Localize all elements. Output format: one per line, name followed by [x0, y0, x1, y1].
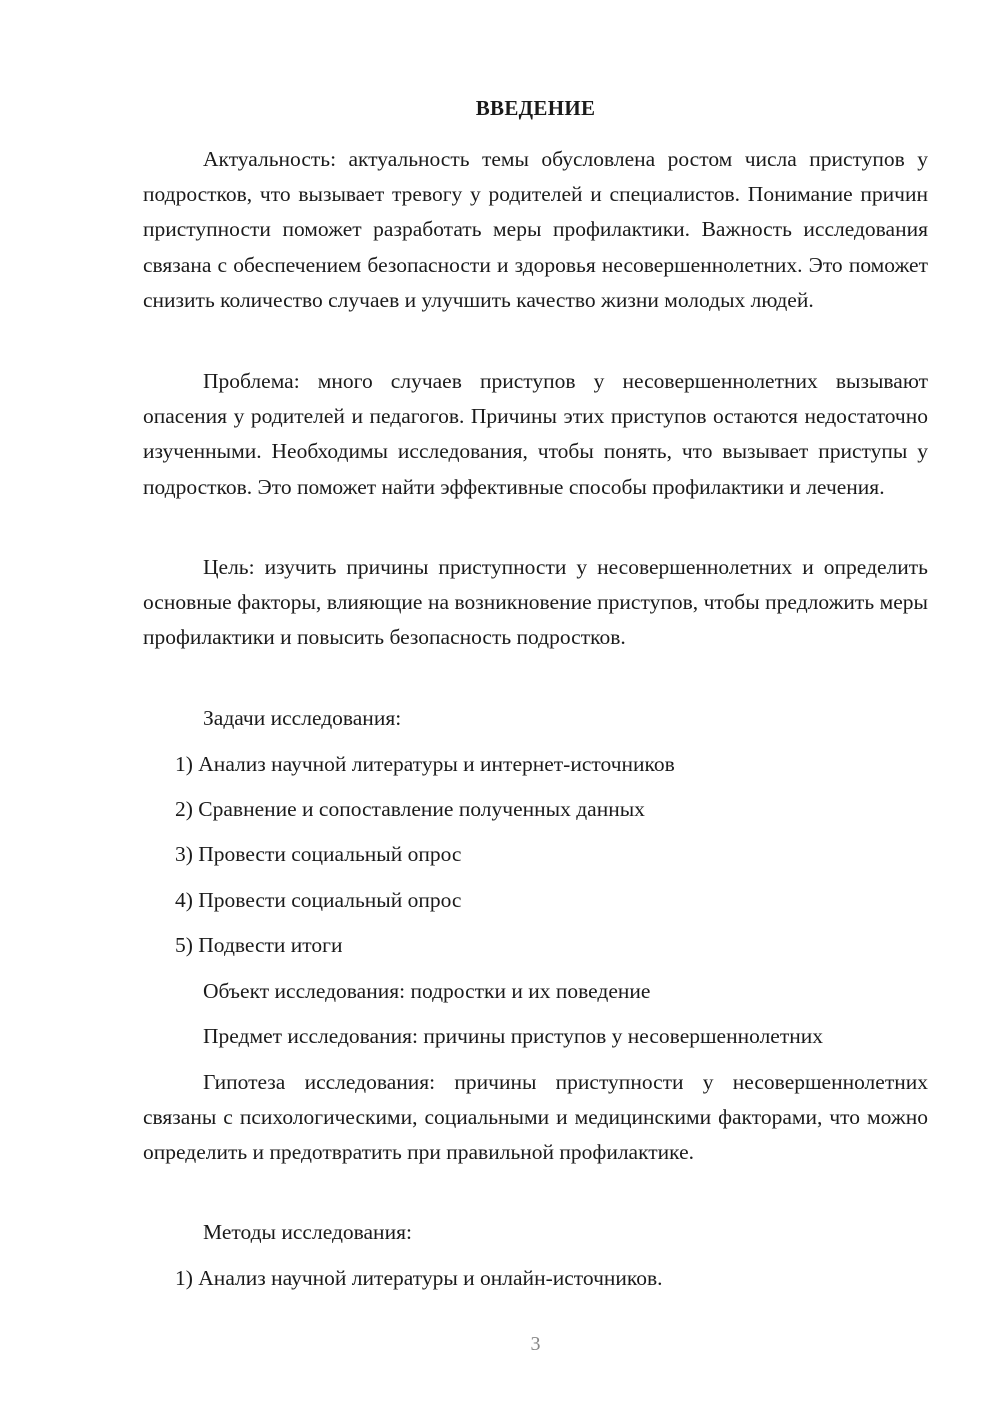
section-heading: ВВЕДЕНИЕ: [475, 96, 596, 120]
document-page: [143, 0, 928, 1414]
task-item-2: 2) Сравнение и сопоставление полученных данных: [175, 797, 645, 821]
problem-paragraph: Проблема: много случаев приступов у несовершеннолетних вызывают опасения у родителей и педагогов. Причины этих приступов остаются недостаточно изученными. Необходимы исследования, чтобы понять, что вызывает приступы у подростков. Это поможет найти эффективные способы профилактики и лечения.: [143, 369, 928, 499]
relevance-paragraph: Актуальность: актуальность темы обусловлена ростом числа приступов у подростков, что вызывает тревогу у родителей и специалистов. Понимание причин приступности поможет разработать меры профилактики. Важность исследования связана с обеспечением безопасности и здоровья несовершеннолетних. Это поможет снизить количество случаев и улучшить качество жизни молодых людей.: [143, 147, 928, 312]
task-item-3: 3) Провести социальный опрос: [175, 842, 462, 866]
research-subject: Предмет исследования: причины приступов у несовершеннолетних: [203, 1024, 824, 1048]
task-item-5: 5) Подвести итоги: [175, 933, 343, 957]
tasks-title: Задачи исследования:: [203, 706, 402, 730]
task-item-4: 4) Провести социальный опрос: [175, 888, 462, 912]
method-item-1: 1) Анализ научной литературы и онлайн-источников.: [175, 1266, 663, 1290]
goal-paragraph: Цель: изучить причины приступности у несовершеннолетних и определить основные факторы, влияющие на возникновение приступов, чтобы предложить меры профилактики и повысить безопасность подростков.: [143, 555, 928, 650]
hypothesis-paragraph: Гипотеза исследования: причины приступности у несовершеннолетних связаны с психологическими, социальными и медицинскими факторами, что можно определить и предотвратить при правильной профилактике.: [143, 1070, 928, 1165]
research-object: Объект исследования: подростки и их поведение: [203, 979, 651, 1003]
page-number: 3: [530, 1333, 541, 1355]
task-item-1: 1) Анализ научной литературы и интернет-источников: [175, 752, 675, 776]
methods-title: Методы исследования:: [203, 1220, 412, 1244]
